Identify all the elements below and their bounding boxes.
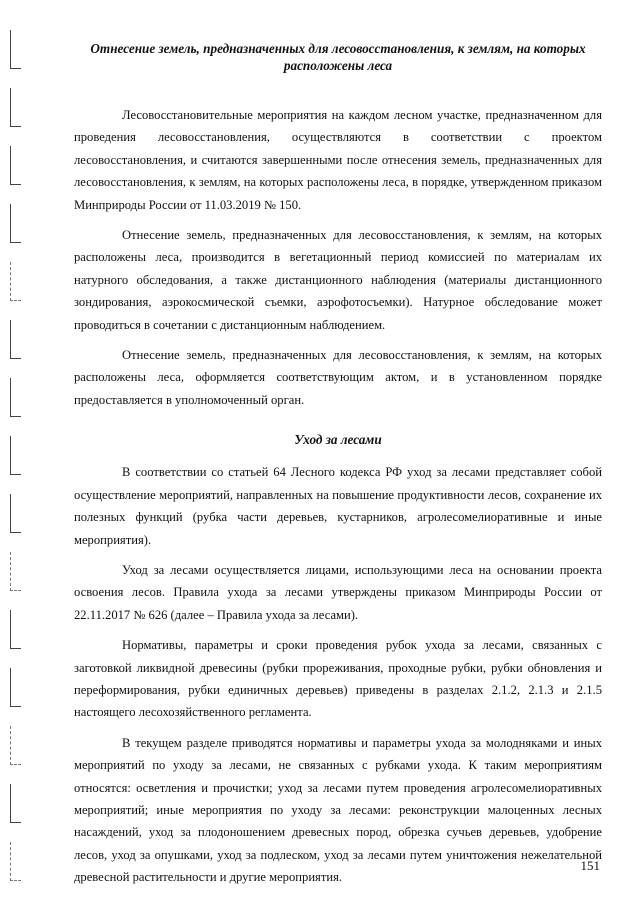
binding-mark: [10, 262, 21, 301]
paragraph: Лесовосстановительные мероприятия на каждом лесном участке, предназначенном для проведения лесовосстановления, осуществляются в соответствии с проектом лесовосстановления, и считаются завершенными после отнесения земель, предназначенных для лесовосстановления, к землям, на которых расположены леса, в порядке, утвержденном приказом Минприроды России от 11.03.2019 № 150.: [74, 108, 602, 212]
binding-mark: [10, 378, 21, 417]
paragraph: Отнесение земель, предназначенных для лесовосстановления, к землям, на которых расположены леса, оформляется соответствующим актом, и в установленном порядке предоставляется в уполномоченный орган.: [74, 348, 602, 407]
paragraph: В соответствии со статьей 64 Лесного кодекса РФ уход за лесами представляет собой осуществление мероприятий, направленных на повышение продуктивности лесов, сохранение их полезных функций (рубка части деревьев, кустарников, агролесомелиоративные и иные мероприятия).: [74, 465, 602, 547]
section-heading-forest-care: Уход за лесами: [294, 432, 382, 448]
binding-mark: [10, 668, 21, 707]
binding-mark: [10, 726, 21, 765]
binding-margin-marks: [10, 30, 24, 890]
binding-mark: [10, 30, 21, 69]
paragraph: Отнесение земель, предназначенных для лесовосстановления, к землям, на которых расположены леса, производится в вегетационный период комиссией по материалам их натурного обследования, а также дистанционного наблюдения (материалы дистанционного зондирования, аэрокосмической съемки, аэрофотосъемки). Натурное обследование может проводиться в сочетании с дистанционным наблюдением.: [74, 228, 602, 332]
binding-mark: [10, 146, 21, 185]
binding-mark: [10, 436, 21, 475]
binding-mark: [10, 552, 21, 591]
section-heading-land-classification: Отнесение земель, предназначенных для лесовосстановления, к землям, на которых расположены леса: [90, 41, 586, 73]
binding-mark: [10, 204, 21, 243]
document-body: [74, 40, 602, 897]
paragraph: Уход за лесами осуществляется лицами, использующими леса на основании проекта освоения лесов. Правила ухода за лесами утверждены приказом Минприроды России от 22.11.2017 № 626 (далее – Правила ухода за лесами).: [74, 562, 602, 622]
binding-mark: [10, 494, 21, 533]
binding-mark: [10, 88, 21, 127]
paragraph: Нормативы, параметры и сроки проведения рубок ухода за лесами, связанных с заготовкой ликвидной древесины (рубки прореживания, проходные рубки, рубки обновления и переформирования, рубки единичных деревьев) приведены в разделах 2.1.2, 2.1.3 и 2.1.5 настоящего лесохозяйственного регламента.: [74, 638, 602, 720]
binding-mark: [10, 784, 21, 823]
page-number: 151: [580, 858, 600, 873]
binding-mark: [10, 610, 21, 649]
binding-mark: [10, 842, 21, 881]
paragraph: В текущем разделе приводятся нормативы и параметры ухода за молодняками и иных мероприятий по уходу за лесами, не связанных с рубками ухода. К таким мероприятиям относятся: осветления и прочистки; уход за лесами путем проведения агролесомелиоративных мероприятий; иные мероприятия по уходу за лесами: реконструкции малоценных лесных насаждений, уход за плодоношением древесных пород, обрезка сучьев деревьев, удобрение лесов, уход за опушками, уход за подлеском, уход за лесами путем уничтожения нежелательной древесной растительности и другие мероприятия.: [74, 735, 602, 885]
binding-mark: [10, 320, 21, 359]
